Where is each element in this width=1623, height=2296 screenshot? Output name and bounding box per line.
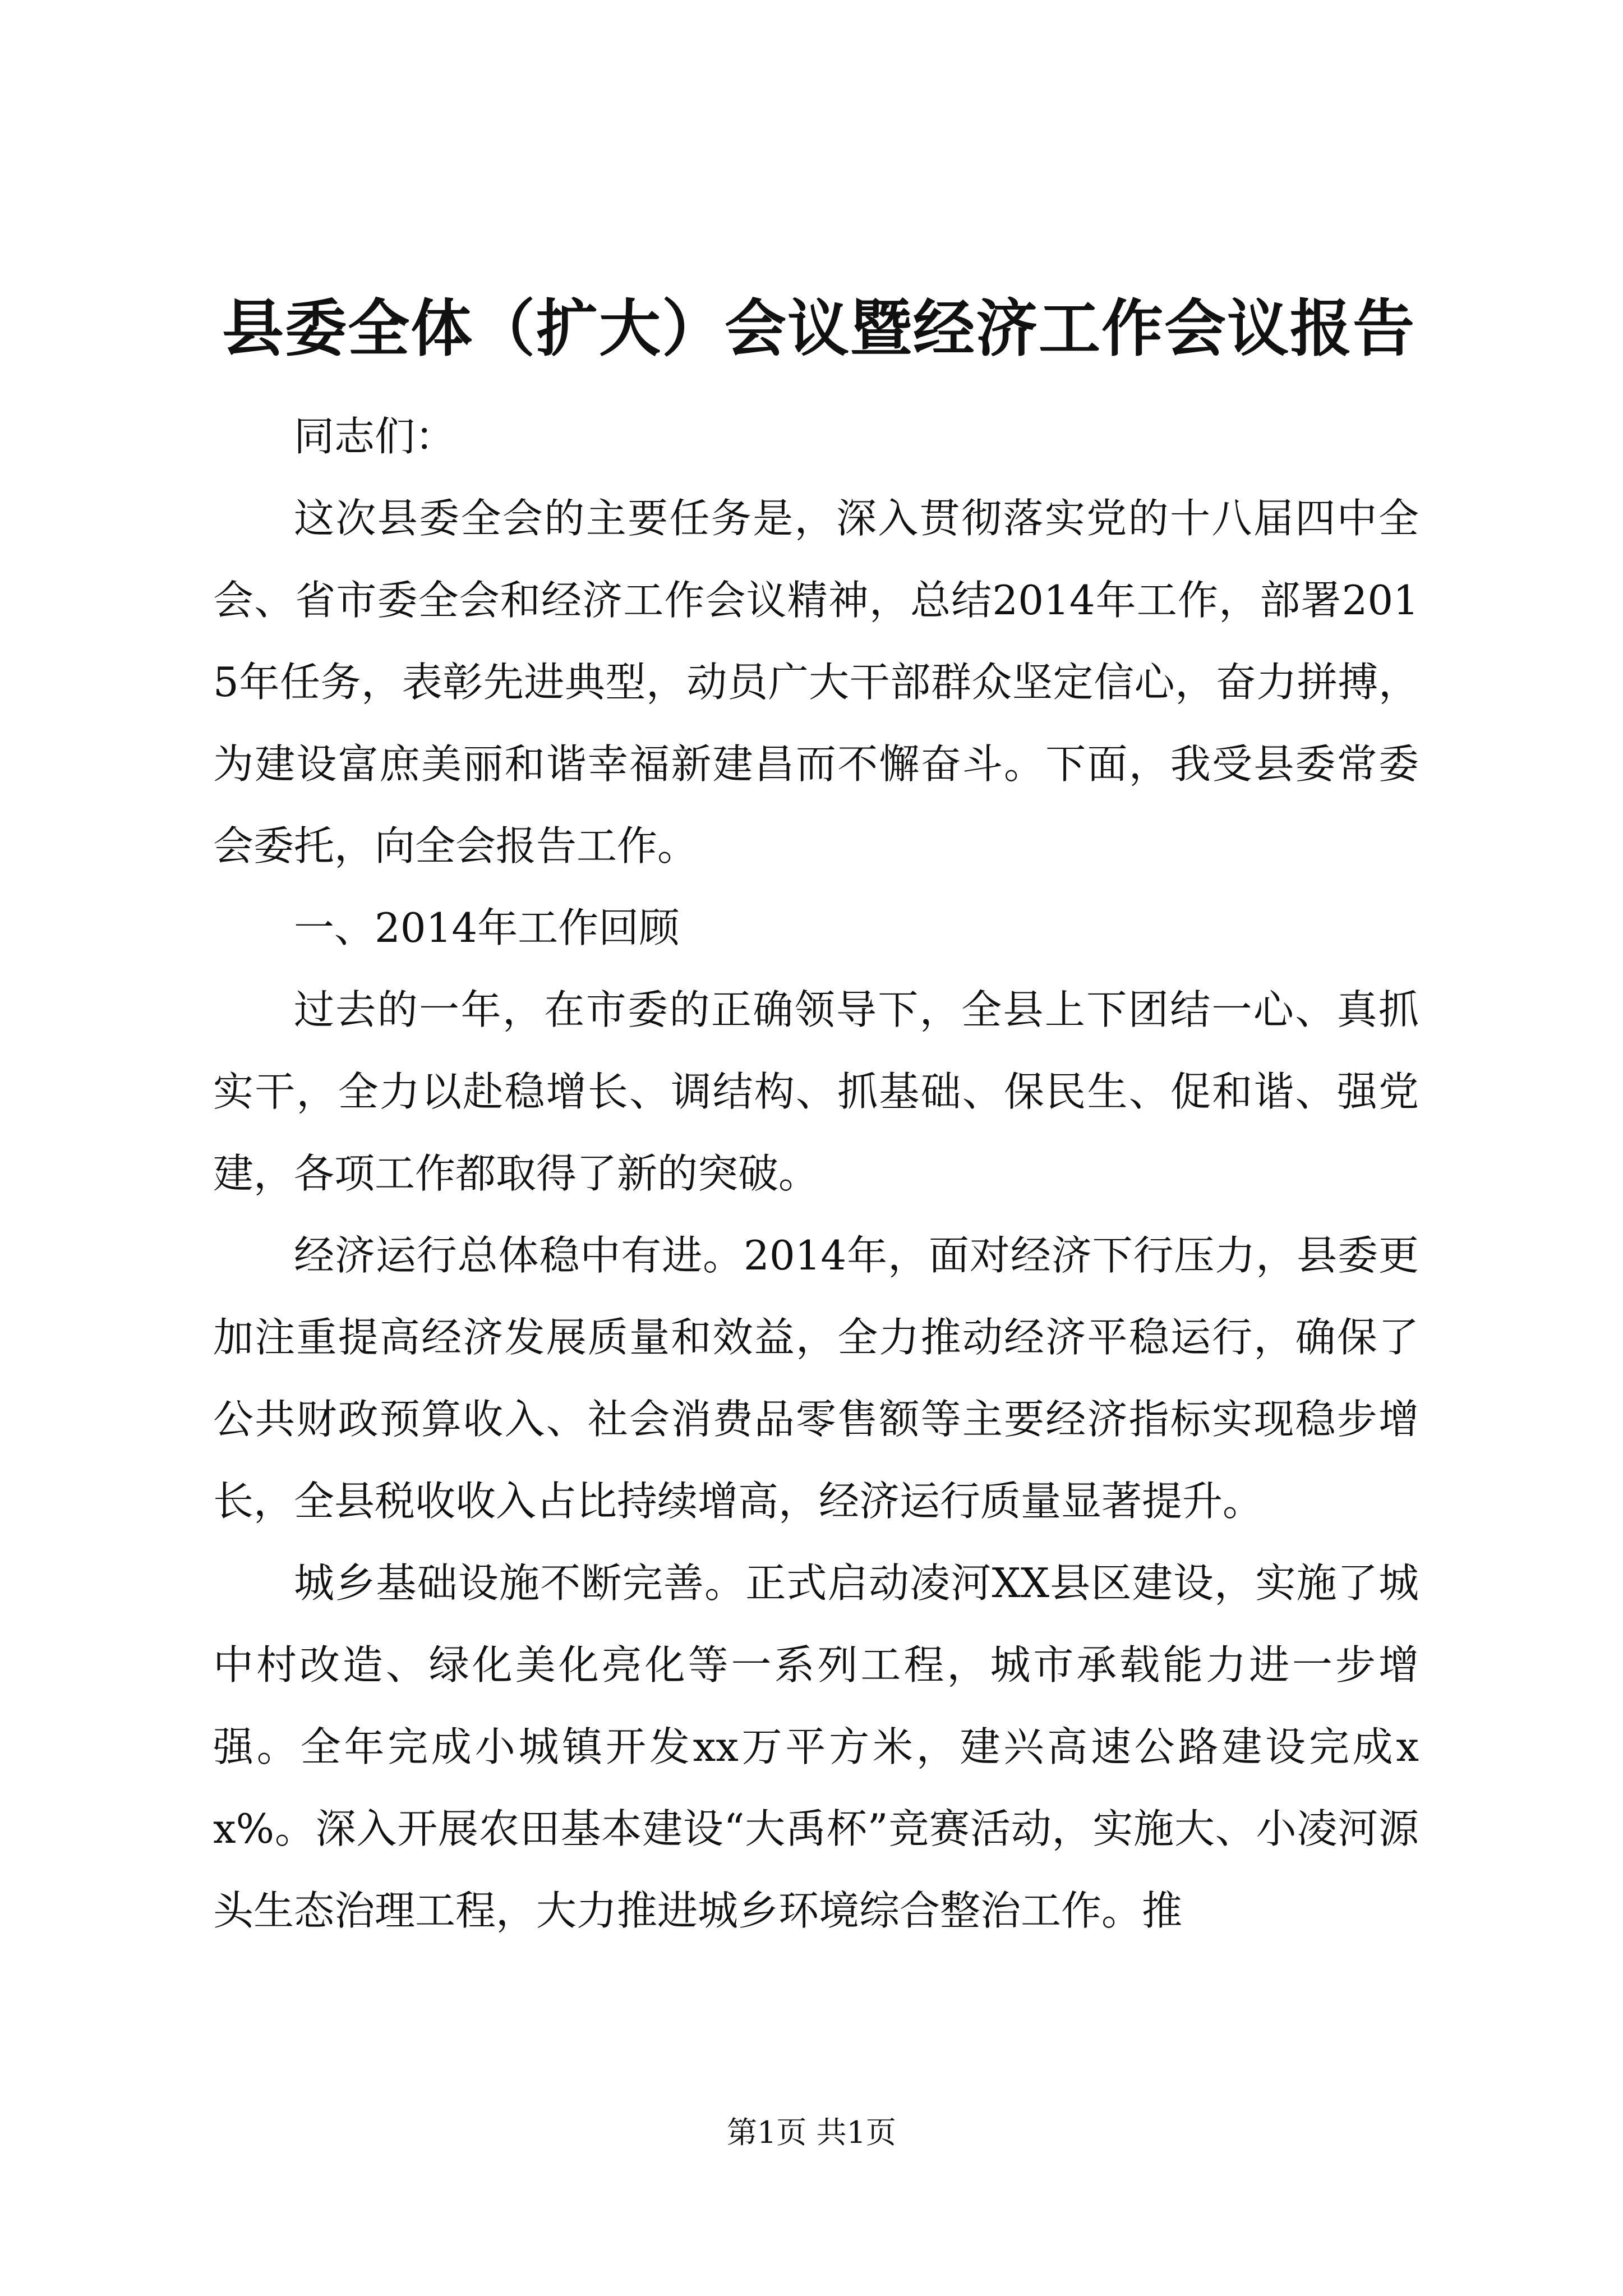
document-title: 县委全体（扩大）会议暨经济工作会议报告 [222,292,1415,365]
intro-paragraph: 这次县委全会的主要任务是，深入贯彻落实党的十八届四中全会、省市委全会和经济工作会议精神，总结2014年工作，部署2015年任务，表彰先进典型，动员广大干部群众坚定信心，奋力拼搏，为建设富庶美丽和谐幸福新建昌而不懈奋斗。下面，我受县委常委会委托，向全会报告工作。 [213,495,1419,869]
economy-paragraph: 经济运行总体稳中有进。2014年，面对经济下行压力，县委更加注重提高经济发展质量和效益，全力推动经济平稳运行，确保了公共财政预算收入、社会消费品零售额等主要经济指标实现稳步增长，全县税收收入占比持续增高，经济运行质量显著提升。 [213,1232,1419,1525]
section-heading: 一、2014年工作回顾 [294,904,680,951]
document-body [213,395,1419,1952]
review-paragraph: 过去的一年，在市委的正确领导下，全县上下团结一心、真抓实干，全力以赴稳增长、调结构、抓基础、保民生、促和谐、强党建，各项工作都取得了新的突破。 [213,986,1419,1197]
infrastructure-paragraph: 城乡基础设施不断完善。正式启动凌河XX县区建设，实施了城中村改造、绿化美化亮化等一系列工程，城市承载能力进一步增强。全年完成小城镇开发xx万平方米，建兴高速公路建设完成xx%。深入开展农田基本建设“大禹杯”竞赛活动，实施大、小凌河源头生态治理工程，大力推进城乡环境综合整治工作。推 [213,1559,1419,1934]
salutation-paragraph: 同志们： [294,413,456,460]
page-footer: 第1页 共1页 [727,2115,896,2150]
